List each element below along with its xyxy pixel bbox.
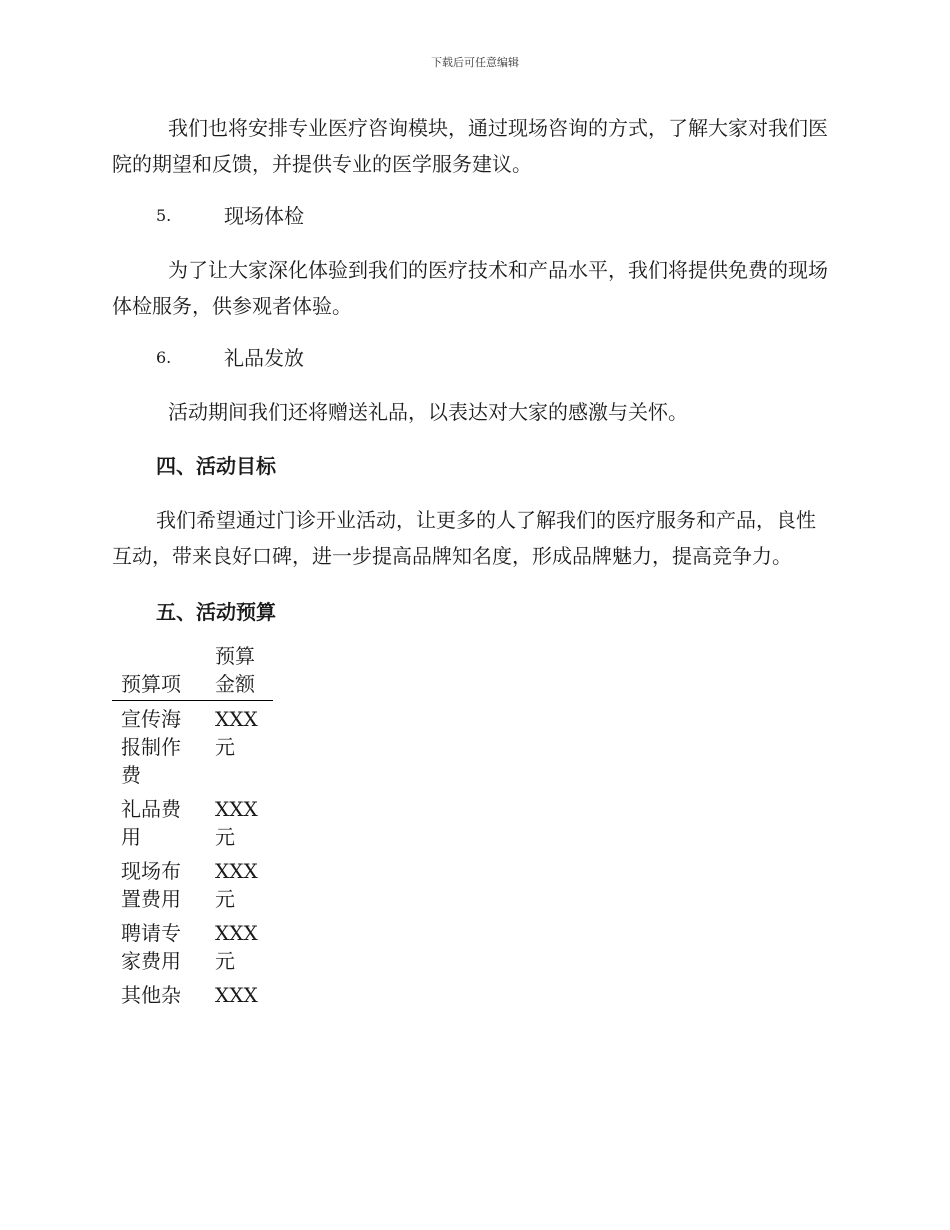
table-cell: XXX xyxy=(215,983,258,1007)
item-number: 5. xyxy=(156,206,172,225)
table-header-row xyxy=(112,642,273,701)
paragraph-consultation: 我们也将安排专业医疗咨询模块，通过现场咨询的方式，了解大家对我们医院的期望和反馈，并提供专业的医学服务建议。 xyxy=(112,116,828,176)
table-cell: 宣传海报制作费 xyxy=(121,707,181,787)
paragraph-goals: 我们希望通过门诊开业活动，让更多的人了解我们的医疗服务和产品，良性互动，带来良好口碑，进一步提高品牌知名度，形成品牌魅力，提高竞争力。 xyxy=(112,508,816,568)
table-cell: 其他杂 xyxy=(121,983,181,1007)
table-row xyxy=(112,791,273,853)
section-heading-goals: 四、活动目标 xyxy=(156,454,276,478)
list-item-exam xyxy=(112,198,832,234)
budget-table xyxy=(112,642,273,1011)
table-row xyxy=(112,701,273,792)
column-header: 预算金额 xyxy=(215,642,273,701)
table-cell: XXX元 xyxy=(215,921,258,973)
table-cell: 礼品费用 xyxy=(121,797,181,849)
table-cell: 现场布置费用 xyxy=(121,859,181,911)
table-row xyxy=(112,853,273,915)
table-row xyxy=(112,915,273,977)
paragraph-gift: 活动期间我们还将赠送礼品，以表达对大家的感激与关怀。 xyxy=(168,400,688,424)
table-cell: XXX元 xyxy=(215,707,258,759)
paragraph-exam: 为了让大家深化体验到我们的医疗技术和产品水平，我们将提供免费的现场体检服务，供参观者体验。 xyxy=(112,258,828,318)
document-body xyxy=(112,110,832,1011)
table-cell: XXX元 xyxy=(215,859,258,911)
item-label: 礼品发放 xyxy=(224,346,304,370)
table-cell: XXX元 xyxy=(215,797,258,849)
page-header: 下载后可任意编辑 xyxy=(431,56,519,69)
table-cell: 聘请专家费用 xyxy=(121,921,181,973)
table-row xyxy=(112,977,273,1011)
item-number: 6. xyxy=(156,348,172,367)
item-label: 现场体检 xyxy=(224,204,304,228)
list-item-gift xyxy=(112,340,832,376)
column-header: 预算项 xyxy=(112,642,215,701)
section-heading-budget: 五、活动预算 xyxy=(156,600,276,624)
